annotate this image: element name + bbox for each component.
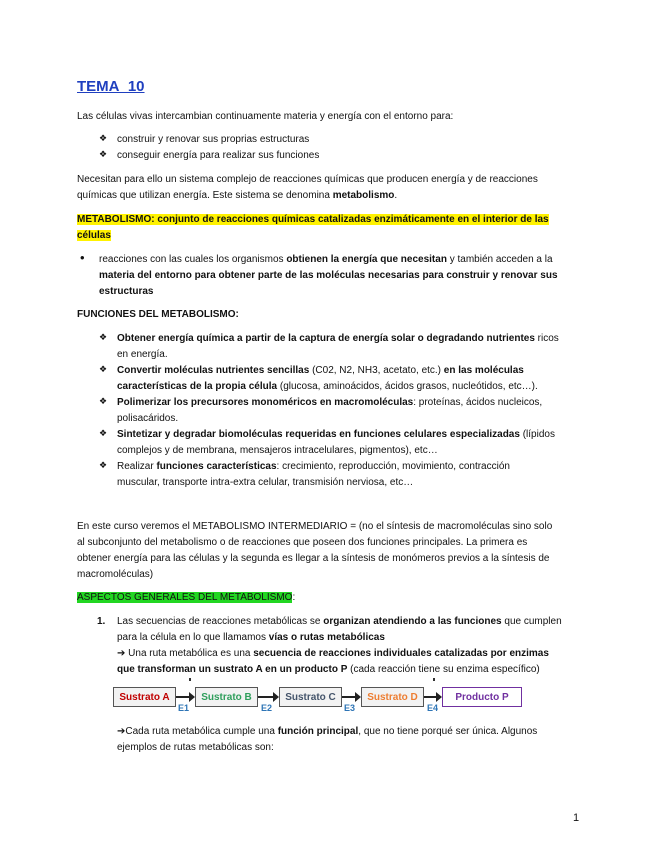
diamond-bullet-icon: ❖ bbox=[98, 332, 108, 342]
definition-line: METABOLISMO: conjunto de reacciones químicas catalizadas enzimáticamente en el interior de las bbox=[77, 214, 549, 225]
paragraph-line: al subconjunto del metabolismo o de reacciones que poseen dos funciones principales. La primera es bbox=[77, 537, 528, 548]
page-number: 1 bbox=[573, 812, 580, 824]
diamond-bullet-icon: ❖ bbox=[98, 133, 108, 143]
intro-item: conseguir energía para realizar sus funciones bbox=[117, 150, 320, 161]
diamond-bullet-icon: ❖ bbox=[98, 149, 108, 159]
pathway-arrow bbox=[258, 696, 273, 698]
function-line: Polimerizar los precursores monoméricos en macromoléculas: proteínas, ácidos nucleicos, bbox=[117, 397, 543, 408]
pathway-node-sustrato-c: Sustrato C bbox=[279, 687, 342, 707]
function-line: Sintetizar y degradar biomoléculas requeridas en funciones celulares especializadas (lípidos bbox=[117, 429, 555, 440]
diamond-bullet-icon: ❖ bbox=[98, 460, 108, 470]
pathway-node-sustrato-b: Sustrato B bbox=[195, 687, 258, 707]
function-line: en energía. bbox=[117, 349, 168, 360]
function-line: Realizar funciones características: crecimiento, reproducción, movimiento, contracción bbox=[117, 461, 510, 472]
diamond-bullet-icon: ❖ bbox=[98, 428, 108, 438]
paragraph-line: químicas que utilizan energía. Este sistema se denomina metabolismo. bbox=[77, 190, 398, 201]
list-number: 1. bbox=[97, 616, 106, 627]
function-line: polisacáridos. bbox=[117, 413, 179, 424]
arrow-head-icon bbox=[273, 692, 279, 702]
arrow-head-icon bbox=[436, 692, 442, 702]
aspect-line: para la célula en lo que llamamos vías o rutas metabólicas bbox=[117, 632, 385, 643]
section-heading: FUNCIONES DEL METABOLISMO: bbox=[77, 309, 239, 320]
pathway-arrow bbox=[176, 696, 189, 698]
bullet-line: reacciones con las cuales los organismos obtienen la energía que necesitan y también acceden a la bbox=[99, 254, 553, 265]
page-title: TEMA_10 bbox=[77, 78, 145, 95]
function-line: Obtener energía química a partir de la captura de energía solar o degradando nutrientes ricos bbox=[117, 333, 559, 344]
function-line: Convertir moléculas nutrientes sencillas (C02, N2, NH3, acetato, etc.) en las moléculas bbox=[117, 365, 524, 376]
enzyme-label: E2 bbox=[261, 703, 273, 713]
paragraph-line: Necesitan para ello un sistema complejo de reacciones químicas que producen energía y de reacciones bbox=[77, 174, 538, 185]
section-heading: ASPECTOS GENERALES DEL METABOLISMO: bbox=[77, 592, 296, 603]
aspect-line: ➔Cada ruta metabólica cumple una función principal, que no tiene porqué ser única. Algunos bbox=[117, 726, 538, 737]
enzyme-label: E1 bbox=[178, 703, 190, 713]
pathway-node-producto-p: Producto P bbox=[442, 687, 522, 707]
tick-mark bbox=[189, 678, 191, 681]
aspect-line: Las secuencias de reacciones metabólicas se organizan atendiendo a las funciones que cumplen bbox=[117, 616, 562, 627]
bullet-line: estructuras bbox=[99, 286, 154, 297]
pathway-arrow bbox=[342, 696, 355, 698]
paragraph-line: macromoléculas) bbox=[77, 569, 154, 580]
aspect-line: ➔ Una ruta metabólica es una secuencia de reacciones individuales catalizadas por enzimas bbox=[117, 648, 549, 659]
paragraph-line: En este curso veremos el METABOLISMO INTERMEDIARIO = (no el síntesis de macromoléculas sino solo bbox=[77, 521, 553, 532]
definition-line: células bbox=[77, 230, 111, 241]
arrow-head-icon bbox=[355, 692, 361, 702]
pathway-node-sustrato-d: Sustrato D bbox=[361, 687, 424, 707]
pathway-arrow bbox=[424, 696, 436, 698]
function-line: muscular, transporte intra-extra celular, transmisión nerviosa, etc… bbox=[117, 477, 414, 488]
paragraph-line: obtener energía para las células y la segunda es llegar a la síntesis de monómeros previos a la síntesis de bbox=[77, 553, 550, 564]
aspect-line: que transforman un sustrato A en un producto P (cada reacción tiene su enzima específico) bbox=[117, 664, 540, 675]
bullet-line: materia del entorno para obtener parte de las moléculas necesarias para construir y renovar sus bbox=[99, 270, 558, 281]
function-line: características de la propia célula (glucosa, aminoácidos, ácidos grasos, nucleótidos, etc…). bbox=[117, 381, 538, 392]
pathway-node-sustrato-a: Sustrato A bbox=[113, 687, 176, 707]
bullet-dot-icon: • bbox=[80, 250, 85, 265]
tick-mark bbox=[433, 678, 435, 681]
enzyme-label: E3 bbox=[344, 703, 356, 713]
diamond-bullet-icon: ❖ bbox=[98, 396, 108, 406]
diamond-bullet-icon: ❖ bbox=[98, 364, 108, 374]
arrow-head-icon bbox=[189, 692, 195, 702]
function-line: complejos y de membrana, mensajeros intracelulares, pigmentos), etc… bbox=[117, 445, 438, 456]
aspect-line: ejemplos de rutas metabólicas son: bbox=[117, 742, 274, 753]
intro-item: construir y renovar sus proprias estructuras bbox=[117, 134, 310, 145]
enzyme-label: E4 bbox=[427, 703, 439, 713]
intro-text: Las células vivas intercambian continuamente materia y energía con el entorno para: bbox=[77, 111, 454, 122]
